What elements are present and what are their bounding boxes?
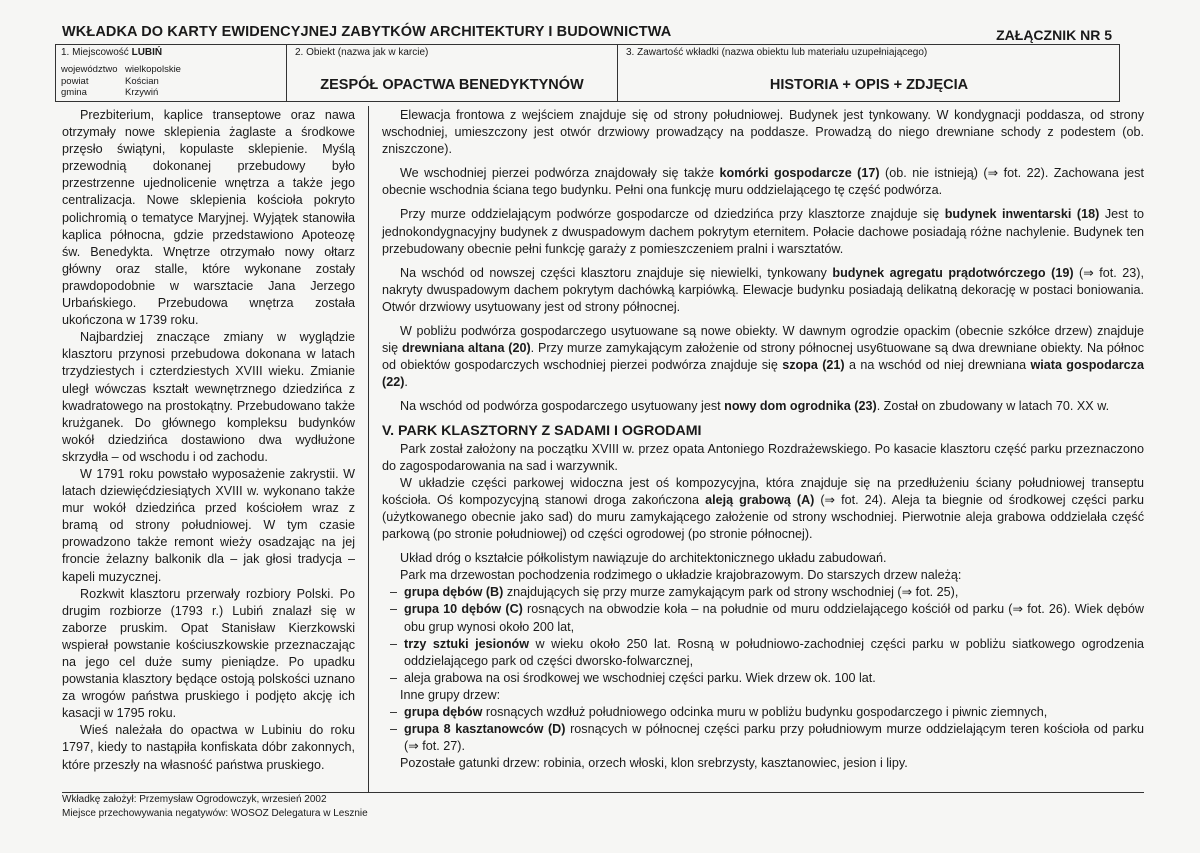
object-value: ZESPÓŁ OPACTWA BENEDYKTYNÓW xyxy=(320,77,584,93)
document-title: WKŁADKA DO KARTY EWIDENCYJNEJ ZABYTKÓW ARCHITEKTURY I BUDOWNICTWA xyxy=(62,24,672,40)
paragraph: Wieś należała do opactwa w Lubiniu do roku 1797, kiedy to nastąpiła konfiskata dóbr zakonnych, które przeszły na własność państwa pruskiego. xyxy=(62,723,355,772)
footer-divider xyxy=(62,792,1144,793)
paragraph: W pobliżu podwórza gospodarczego usytuowane są nowe obiekty. W dawnym ogrodzie opackim (obecnie szkółce drzew) znajduje się drewniana altana (20). Przy murze zamykającym założenie od strony północnej usy6tuowane są dwa drewniane obiekty. Na północ od obiektów gospodarczych wschodniej pierzei podwórza znajduje się szopa (21) a na wschód od niej drewniana wiata gospodarcza (22). xyxy=(382,324,1145,390)
admin-row: gmina Krzywiń xyxy=(61,87,159,98)
paragraph: Prezbiterium, kaplice transeptowe oraz nawa otrzymały nowe sklepienia żaglaste a środkowe przęsło świątyni, kopulaste sklepienie. Myślą przewodnią dokonanej przebudowy było przestrzenne ujednolicenie wnętrza a także jego centralizacja. Nowe sklepienia kościoła pokryto polichromią o tematyce Maryjnej. Wyjątek stanowiła kaplica północna, gdzie przedstawiono Apoteozę św. Benedykta. Wnętrze otrzymało nowy ołtarz główny oraz stalle, które wykonane zostały prawdopodobnie w warsztacie Jana Jerzego Urbańskiego. Przebudowa wnętrza została ukończona w 1739 roku. xyxy=(62,108,355,328)
attachment-number: ZAŁĄCZNIK NR 5 xyxy=(996,27,1112,43)
paragraph: Układ dróg o kształcie półkolistym nawiązuje do architektonicznego układu zabudowań. xyxy=(400,551,887,566)
paragraph: Park został założony na początku XVIII w. przez opata Antoniego Rozdrażewskiego. Po kasacie klasztoru część parku przeznaczono do zagospodarowania na sad i warzywnik. xyxy=(382,441,1144,473)
column-divider xyxy=(368,106,369,792)
list-item: – grupa dębów rosnących wzdłuż południowego odcinka muru w pobliżu budynku gospodarczego i piwnic ziemnych, xyxy=(390,705,1048,719)
content-value: HISTORIA + OPIS + ZDJĘCIA xyxy=(769,77,969,93)
paragraph: Przy murze oddzielającym podwórze gospodarcze od dziedzińca przy klasztorze znajduje się budynek inwentarski (18) Jest to jednokondygnacyjny budynek z dwuspadowym dachem pokrytym eternitem. Połacie dachowe posiadają różne nachylenie. Budynek ten przebudowany obecnie pełni funkcję garaży z pomieszczeniem pralni i warsztatów. xyxy=(382,207,1144,256)
admin-units xyxy=(61,64,181,99)
header-table xyxy=(55,44,1120,102)
list-item: – grupa dębów (B) znajdujących się przy murze zamykającym park od strony wschodniej (⇒ fot. 25), xyxy=(390,585,959,600)
paragraph: Park ma drzewostan pochodzenia rodzimego o układzie krajobrazowym. Do starszych drzew należą: xyxy=(400,568,962,583)
paragraph: Inne grupy drzew: xyxy=(400,687,501,702)
object-label: 2. Obiekt (nazwa jak w karcie) xyxy=(295,47,429,58)
locality-label: 1. Miejscowość xyxy=(61,47,129,58)
paragraph: Na wschód od podwórza gospodarczego usytuowany jest nowy dom ogrodnika (23). Został on zbudowany w latach 70. XX w. xyxy=(400,399,1110,414)
admin-row: województwo wielkopolskie xyxy=(61,64,181,75)
footer-storage: Miejsce przechowywania negatywów: WOSOZ Delegatura w Lesznie xyxy=(62,808,368,819)
paragraph: Rozkwit klasztoru przerwały rozbiory Polski. Po drugim rozbiorze (1793 r.) Lubiń znalazł się w zaborze pruskim. Opat Stanisław Kierzkowski wspierał powstanie kościuszkowskie przeznaczając na jego cel duże sumy pieniądze. Po upadku powstania klasztory będące ostoją polskości uznano za wrogów państwa pruskiego i podjęto akcję ich kasacji w 1795 roku. xyxy=(62,586,355,721)
paragraph: W 1791 roku powstało wyposażenie zakrystii. W latach dziewięćdziesiątych XVIII w. wykonano także mur wokół dziedzińca przed kościołem wraz z bramą od strony południowej. W tym czasie prowadzono także remont wieży osadzając na jej froncie żelazny balkonik dla – jak głosi tradycja – kapeli muzycznej. xyxy=(62,466,355,584)
locality-value: LUBIŃ xyxy=(131,47,163,58)
right-column xyxy=(382,107,1144,772)
paragraph: Najbardziej znaczące zmiany w wyglądzie klasztoru przynosi przebudowa dokonana w latach trzydziestych i czterdziestych XVIII wieku. Zmianie uległ wówczas kształt wewnętrznego dziedzińca z kwadratowego na prostokątny. Przebudowano także krużganek. Do głównego kompleksu budynków wokół dziedzińca dostawiono dwa wydłużone skrzydła – od wschodu i od zachodu. xyxy=(62,330,355,464)
paragraph: Na wschód od nowszej części klasztoru znajduje się niewielki, tynkowany budynek agregatu prądotwórczego (19) (⇒ fot. 23), nakryty dwuspadowym dachem pokrytym dachówką karpiówką. Elewacje budynku posiadają delikatną dekorację w postaci boniowania. Otwór drzwiowy usytuowany jest od strony północnej. xyxy=(382,265,1144,314)
admin-row: powiat Kościan xyxy=(61,75,159,87)
object-cell xyxy=(287,45,618,102)
footer-author: Wkładkę założył: Przemysław Ogrodowczyk, wrzesień 2002 xyxy=(62,794,327,805)
locality-cell xyxy=(56,45,287,102)
paragraph: Elewacja frontowa z wejściem znajduje się od strony południowej. Budynek jest tynkowany. W kondygnacji poddasza, od strony wschodniej, umieszczony jest otwór drzwiowy prowadzący na poddasze. Prowadzą do niego drewniane schody z podestem (ob. zniszczone). xyxy=(382,108,1144,157)
list-item: – grupa 10 dębów (C) rosnących na obwodzie koła – na południe od muru oddzielającego kościół od parku (⇒ fot. 26). Wiek dębów obu grup wynosi około 200 lat, xyxy=(390,602,1144,634)
paragraph: W układzie części parkowej widoczna jest oś kompozycyjna, która znajduje się na przedłużeniu ściany południowej transeptu kościoła. Oś kompozycyjną stanowi droga zakończona aleją grabową (A) (⇒ fot. 24). Aleja ta biegnie od środkowej części parku (użytkowanego obecnie jako sad) do muru zamykającego założenie od strony wschodniej. Pierwotnie aleja grabowa oddzielała część parkową (po stronie południowej) od części ogrodowej (po stronie północnej). xyxy=(382,475,1145,542)
content-cell xyxy=(618,45,1120,102)
list-item: – grupa 8 kasztanowców (D) rosnących w północnej części parku przy południowym murze oddzielającym teren kościoła od parku (⇒ fot. 27). xyxy=(390,722,1144,754)
paragraph: Pozostałe gatunki drzew: robinia, orzech włoski, klon srebrzysty, kasztanowiec, jesion i lipy. xyxy=(400,756,908,771)
list-item: – aleja grabowa na osi środkowej we wschodniej części parku. Wiek drzew ok. 100 lat. xyxy=(390,670,876,685)
paragraph: We wschodniej pierzei podwórza znajdowały się także komórki gospodarcze (17) (ob. nie istnieją) (⇒ fot. 22). Zachowana jest obecnie wschodnia ściana tego budynku. Pełni ona funkcję muru oddzielającego tę część podwórza. xyxy=(382,166,1144,198)
left-column xyxy=(62,107,355,774)
list-item: – trzy sztuki jesionów w wieku około 250 lat. Rosną w południowo-zachodniej części parku w pobliżu siatkowego ogrodzenia oddzielającego park od części dworsko-folwarcznej, xyxy=(390,636,1144,668)
section-heading: V. PARK KLASZTORNY Z SADAMI I OGRODAMI xyxy=(382,422,702,439)
content-label: 3. Zawartość wkładki (nazwa obiektu lub materiału uzupełniającego) xyxy=(626,47,928,58)
